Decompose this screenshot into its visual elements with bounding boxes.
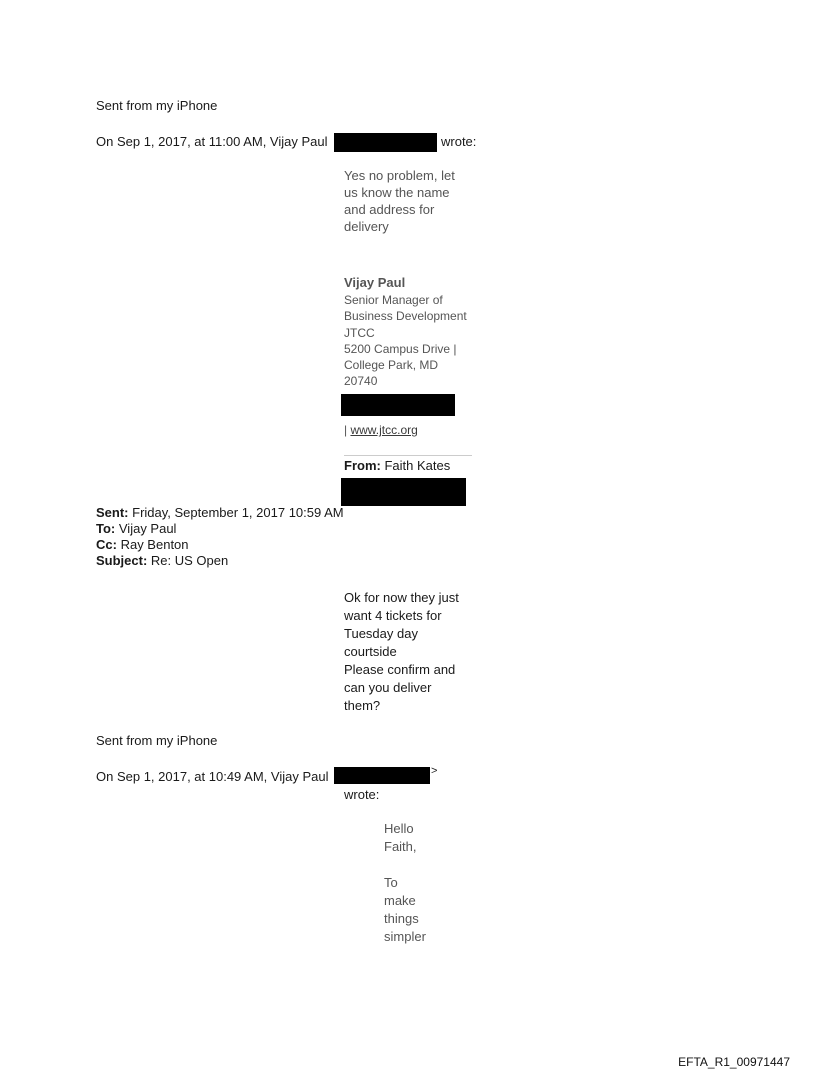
signature-link-row bbox=[344, 423, 418, 438]
to-label: To: bbox=[96, 521, 116, 536]
header-cc bbox=[96, 537, 344, 553]
signature-line: Senior Manager of bbox=[344, 293, 443, 307]
website-link[interactable]: www.jtcc.org bbox=[350, 423, 418, 437]
message-line: Ok for now they just bbox=[344, 590, 459, 605]
subject-label: Subject: bbox=[96, 553, 148, 568]
from-label: From: bbox=[344, 458, 381, 473]
quote-line-2-suffix: wrote: bbox=[344, 787, 380, 802]
reply-1-line: delivery bbox=[344, 219, 389, 234]
to-value: Vijay Paul bbox=[118, 521, 177, 536]
header-sent bbox=[96, 505, 344, 521]
cc-value: Ray Benton bbox=[120, 537, 189, 552]
signature-link-prefix: | bbox=[344, 423, 351, 437]
redaction-phone bbox=[341, 394, 455, 416]
signature-line: 20740 bbox=[344, 374, 378, 389]
signature-name: Vijay Paul bbox=[344, 275, 406, 290]
message-line: courtside bbox=[344, 644, 397, 659]
from-value: Faith Kates bbox=[384, 458, 451, 473]
message-line: want 4 tickets for bbox=[344, 608, 442, 623]
sent-from-iphone-1: Sent from my iPhone bbox=[96, 98, 218, 113]
reply-2-line: Faith, bbox=[384, 839, 417, 854]
cc-label: Cc: bbox=[96, 537, 117, 552]
message-line: can you deliver bbox=[344, 680, 432, 695]
header-subject bbox=[96, 553, 344, 569]
reply-1-line: us know the name bbox=[344, 185, 450, 200]
signature-block bbox=[344, 292, 467, 390]
quote-line-1-suffix: wrote: bbox=[441, 134, 477, 149]
quote-line-1-prefix: On Sep 1, 2017, at 11:00 AM, Vijay Paul bbox=[96, 134, 328, 149]
signature-line: 5200 Campus Drive | bbox=[344, 341, 457, 356]
sent-from-iphone-2: Sent from my iPhone bbox=[96, 733, 218, 748]
reply-2-line: To bbox=[384, 875, 398, 890]
sent-value: Friday, September 1, 2017 10:59 AM bbox=[132, 505, 344, 520]
header-from bbox=[344, 457, 450, 474]
message-line: them? bbox=[344, 698, 381, 713]
reply-2-body bbox=[384, 820, 426, 946]
reply-2-blank-line bbox=[384, 856, 426, 874]
signature-line: College Park, MD bbox=[344, 358, 439, 373]
signature-line: Business Development bbox=[344, 309, 467, 324]
header-divider bbox=[344, 455, 472, 456]
message-line: Please confirm and bbox=[344, 662, 456, 677]
redaction-email-1 bbox=[334, 133, 437, 152]
reply-1-body bbox=[344, 167, 455, 235]
redaction-bracket-glyph: > bbox=[431, 765, 438, 777]
reply-2-line: Hello bbox=[384, 821, 414, 836]
redaction-email-2 bbox=[334, 767, 430, 784]
reply-2-line: simpler bbox=[384, 929, 426, 944]
quote-line-2-prefix: On Sep 1, 2017, at 10:49 AM, Vijay Paul bbox=[96, 769, 329, 784]
email-header-block bbox=[96, 505, 344, 569]
message-body bbox=[344, 589, 459, 715]
redaction-from-email bbox=[341, 478, 466, 506]
sent-label: Sent: bbox=[96, 505, 129, 520]
reply-2-line: things bbox=[384, 911, 419, 926]
message-line: Tuesday day bbox=[344, 626, 418, 641]
reply-1-line: and address for bbox=[344, 202, 435, 217]
header-to bbox=[96, 521, 344, 537]
reply-1-line: Yes no problem, let bbox=[344, 168, 455, 183]
subject-value: Re: US Open bbox=[150, 553, 229, 568]
reply-2-line: make bbox=[384, 893, 416, 908]
document-id: EFTA_R1_00971447 bbox=[678, 1055, 790, 1069]
signature-line: JTCC bbox=[344, 325, 375, 340]
